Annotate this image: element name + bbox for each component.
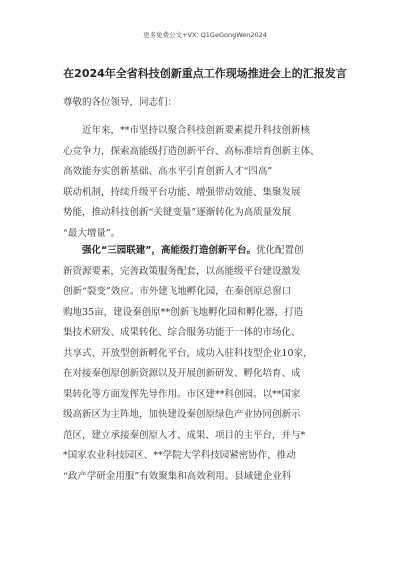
text-line-first (63, 241, 349, 262)
text-line: “最大增量”。 (63, 227, 121, 239)
text-line: 高效能夯实创新基础、高水平引育创新人才“四高” (63, 166, 273, 177)
text-line: *国家农业科技园区、**学院大学科技园紧密协作，推动 (63, 450, 296, 461)
salutation: 尊敬的各位领导，同志们： (63, 97, 178, 108)
text-line: “政产学研金用服”有效聚集和高效利用。县域建企业科 (63, 470, 292, 482)
paragraph-innovation-platform (63, 241, 349, 487)
text-line: 心竞争力，探索高能级打造创新平台、高标准培育创新主体、 (63, 145, 320, 157)
document-title: 在2024年全省科技创新重点工作现场推进会上的汇报发言 (63, 67, 347, 80)
text-line: 近年来，**市坚持以聚合科技创新要素提升科技创新核 (82, 125, 311, 136)
text-line: 范区，建立承接秦创原人才、成果、项目的主平台，并与* (63, 429, 306, 441)
text-line: 共享式、开放型创新孵化平台，成功入驻科技型企业10家， (63, 347, 313, 359)
paragraph-lead-rest: 优化配置创 (256, 245, 304, 256)
text-line: 果转化等方面发挥先导作用。市区建**科创园。以**国家 (63, 388, 301, 400)
text-line: 在对接秦创原创新资源以及开展创新研发、孵化培育、成 (63, 368, 301, 379)
text-line: 创新“裂变”效应。市外建飞地孵化园，在秦创原总窗口 (63, 286, 292, 297)
text-line: 势能，推动科技创新“关键变量”逐渐转化为高质量发展 (63, 207, 292, 218)
text-line: 级高新区为主阵地，加快建设秦创原绿色产业协同创新示 (63, 409, 301, 420)
paragraph-lead: 强化“三园联建”，高能级打造创新平台。 (82, 245, 256, 256)
text-line: 集技术研发、成果转化、综合服务功能于一体的市场化、 (63, 327, 301, 338)
text-line: 新资源要素，完善政策服务配套，以高能级平台建设激发 (63, 265, 301, 277)
paragraph-intro (63, 121, 349, 244)
text-line: 购地35亩，建设秦创原**创新飞地孵化园和孵化器，打造 (63, 306, 304, 318)
page-header: 更多免费公文+VX: Q1GeGongWen2024 (143, 31, 267, 39)
text-line: 联动机制，持续升级平台功能、增强带动效能、集聚发展 (63, 186, 301, 198)
